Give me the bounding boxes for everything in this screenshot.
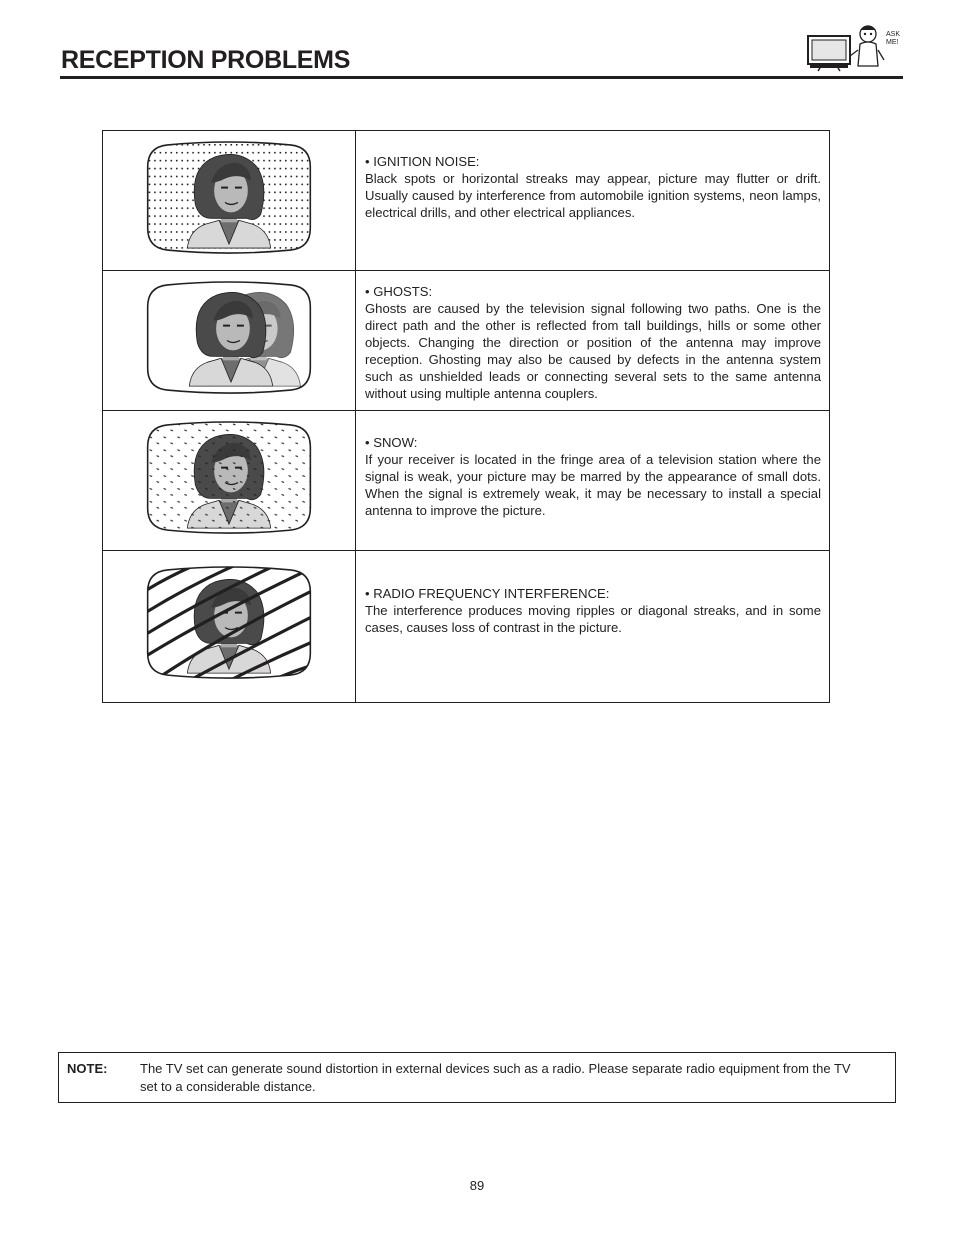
problem-title: • SNOW: xyxy=(365,435,418,450)
reception-problems-table xyxy=(102,130,830,703)
ignition-noise-tv-icon xyxy=(146,140,312,256)
tv-mascot-icon xyxy=(806,22,902,72)
problem-text-cell xyxy=(356,411,830,551)
problem-title: • RADIO FREQUENCY INTERFERENCE: xyxy=(365,586,610,601)
problem-title: • GHOSTS: xyxy=(365,284,433,299)
title-rule xyxy=(60,76,903,79)
ghosts-tv-icon xyxy=(146,280,312,400)
problem-title: • IGNITION NOISE: xyxy=(365,154,480,169)
problem-row-ignition-noise xyxy=(103,131,830,271)
problem-illustration-cell xyxy=(103,551,356,703)
problem-illustration-cell xyxy=(103,411,356,551)
problem-description: The interference produces moving ripples or diagonal streaks, and in some cases, causes loss of contrast in the picture. xyxy=(365,603,821,635)
snow-tv-icon xyxy=(146,420,312,546)
problem-illustration-cell xyxy=(103,131,356,271)
page-number: 89 xyxy=(469,1178,485,1193)
problem-description: Ghosts are caused by the television signal following two paths. One is the direct path and the other is reflected from tall buildings, hills or some other objects. Changing the direction or position of the antenna may improve reception. Ghosting may also be caused by defects in the antenna system such as unshielded leads or connecting several sets to the same antenna without using multiple antenna couplers. xyxy=(365,301,821,401)
radio-interference-tv-icon xyxy=(146,565,312,689)
problem-text-cell xyxy=(356,551,830,703)
problem-text-cell xyxy=(356,131,830,271)
note-text: The TV set can generate sound distortion in external devices such as a radio. Please separate radio equipment from the TV set to a considerable distance. xyxy=(140,1061,851,1094)
mascot-me-label: ME! xyxy=(886,39,899,46)
mascot-ask-label: ASK xyxy=(886,31,901,38)
problem-row-ghosts xyxy=(103,271,830,411)
note-label: NOTE: xyxy=(67,1061,108,1076)
page-title: RECEPTION PROBLEMS xyxy=(61,46,351,74)
problem-row-radio-frequency-interference xyxy=(103,551,830,703)
problem-text-cell xyxy=(356,271,830,411)
note-box xyxy=(58,1052,896,1103)
problem-row-snow xyxy=(103,411,830,551)
problem-illustration-cell xyxy=(103,271,356,411)
problem-description: Black spots or horizontal streaks may appear, picture may flutter or drift. Usually caused by interference from automobile ignition systems, neon lamps, electrical drills, and other electrical appliances. xyxy=(365,171,821,220)
problem-description: If your receiver is located in the fringe area of a television station where the signal is weak, your picture may be marred by the appearance of small dots. When the signal is extremely weak, it may be necessary to install a special antenna to improve the picture. xyxy=(365,452,821,518)
